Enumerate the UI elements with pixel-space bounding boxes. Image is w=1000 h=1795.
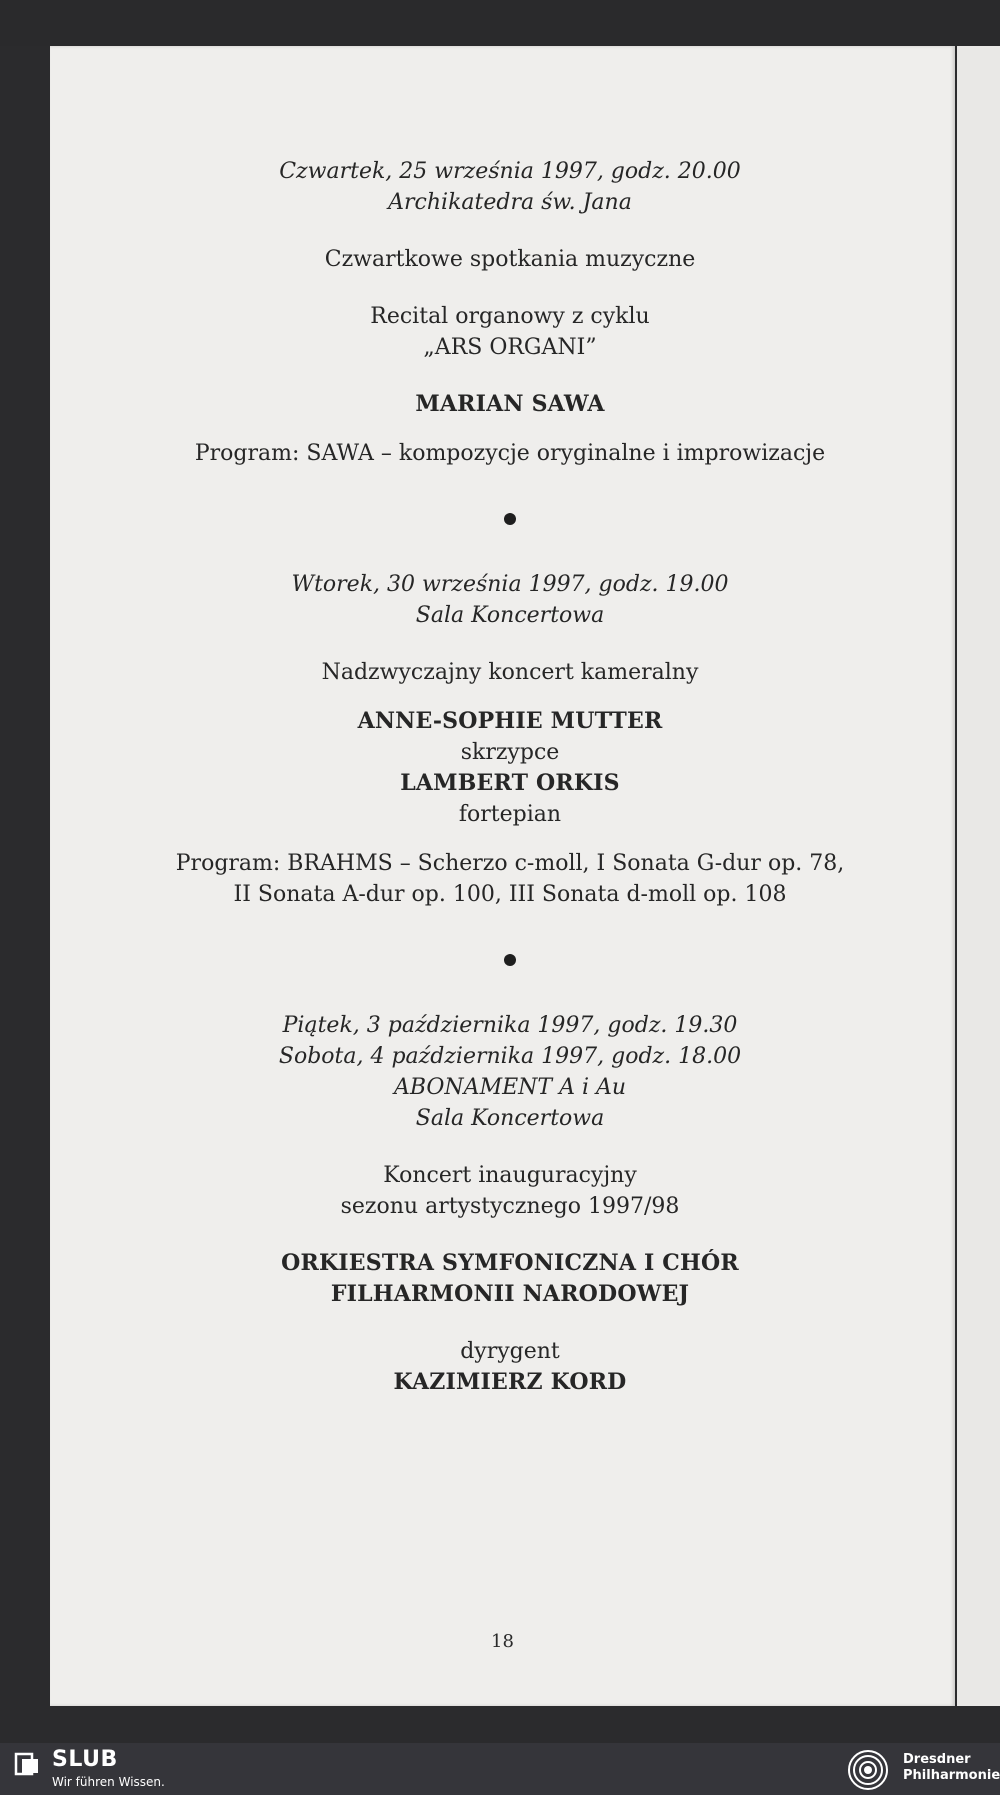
event-date: Piątek, 3 października 1997, godz. 19.30 <box>282 1013 738 1038</box>
document-page <box>50 46 955 1706</box>
performer-name: LAMBERT ORKIS <box>400 770 620 796</box>
event-program: II Sonata A-dur op. 100, III Sonata d-moll op. 108 <box>233 882 787 907</box>
event-listing <box>150 156 870 1398</box>
event-type: Koncert inauguracyjny <box>383 1163 637 1188</box>
conductor-name: KAZIMIERZ KORD <box>393 1369 627 1395</box>
event-venue: Sala Koncertowa <box>415 603 605 628</box>
event-date: Wtorek, 30 września 1997, godz. 19.00 <box>291 572 729 597</box>
adjacent-page-edge <box>957 46 1000 1706</box>
philharmonie-brand[interactable] <box>903 1752 1000 1784</box>
philharmonie-brand-line: Dresdner <box>903 1752 971 1767</box>
event-program: Program: BRAHMS – Scherzo c-moll, I Sonata G-dur op. 78, <box>175 851 845 876</box>
event-type: sezonu artystycznego 1997/98 <box>340 1194 680 1219</box>
event-series: Recital organowy z cyklu <box>370 304 650 329</box>
performer-name: MARIAN SAWA <box>415 391 605 417</box>
event-entry <box>150 569 870 910</box>
performer-role: skrzypce <box>460 740 560 765</box>
event-program: Program: SAWA – kompozycje oryginalne i improwizacje <box>194 441 826 466</box>
event-series: „ARS ORGANI” <box>423 335 597 360</box>
event-entry <box>150 156 870 469</box>
event-venue: Sala Koncertowa <box>415 1106 605 1131</box>
slub-tagline: Wir führen Wissen. <box>52 1775 165 1789</box>
event-type: Czwartkowe spotkania muzyczne <box>324 247 696 272</box>
ensemble-name: FILHARMONII NARODOWEJ <box>330 1281 690 1307</box>
slub-logo-icon[interactable] <box>14 1751 44 1777</box>
slub-brand[interactable]: SLUB <box>52 1747 118 1772</box>
performer-role: fortepian <box>458 802 562 827</box>
event-type: Nadzwyczajny koncert kameralny <box>321 660 699 685</box>
page-number: 18 <box>491 1631 514 1652</box>
separator-bullet <box>504 513 516 525</box>
subscription-label: ABONAMENT A i Au <box>393 1075 627 1100</box>
philharmonie-brand-line: Philharmonie <box>903 1768 1000 1783</box>
conductor-role: dyrygent <box>460 1339 560 1364</box>
viewer-footer-bar <box>0 1743 1000 1795</box>
event-date: Czwartek, 25 września 1997, godz. 20.00 <box>279 159 741 184</box>
event-entry <box>150 1010 870 1398</box>
event-date: Sobota, 4 października 1997, godz. 18.00 <box>278 1044 742 1069</box>
event-venue: Archikatedra św. Jana <box>388 190 632 215</box>
philharmonie-logo-icon[interactable] <box>842 1749 894 1791</box>
performer-name: ANNE-SOPHIE MUTTER <box>357 708 663 734</box>
separator-bullet <box>504 954 516 966</box>
ensemble-name: ORKIESTRA SYMFONICZNA I CHÓR <box>281 1250 739 1276</box>
scan-background-top <box>0 0 1000 46</box>
